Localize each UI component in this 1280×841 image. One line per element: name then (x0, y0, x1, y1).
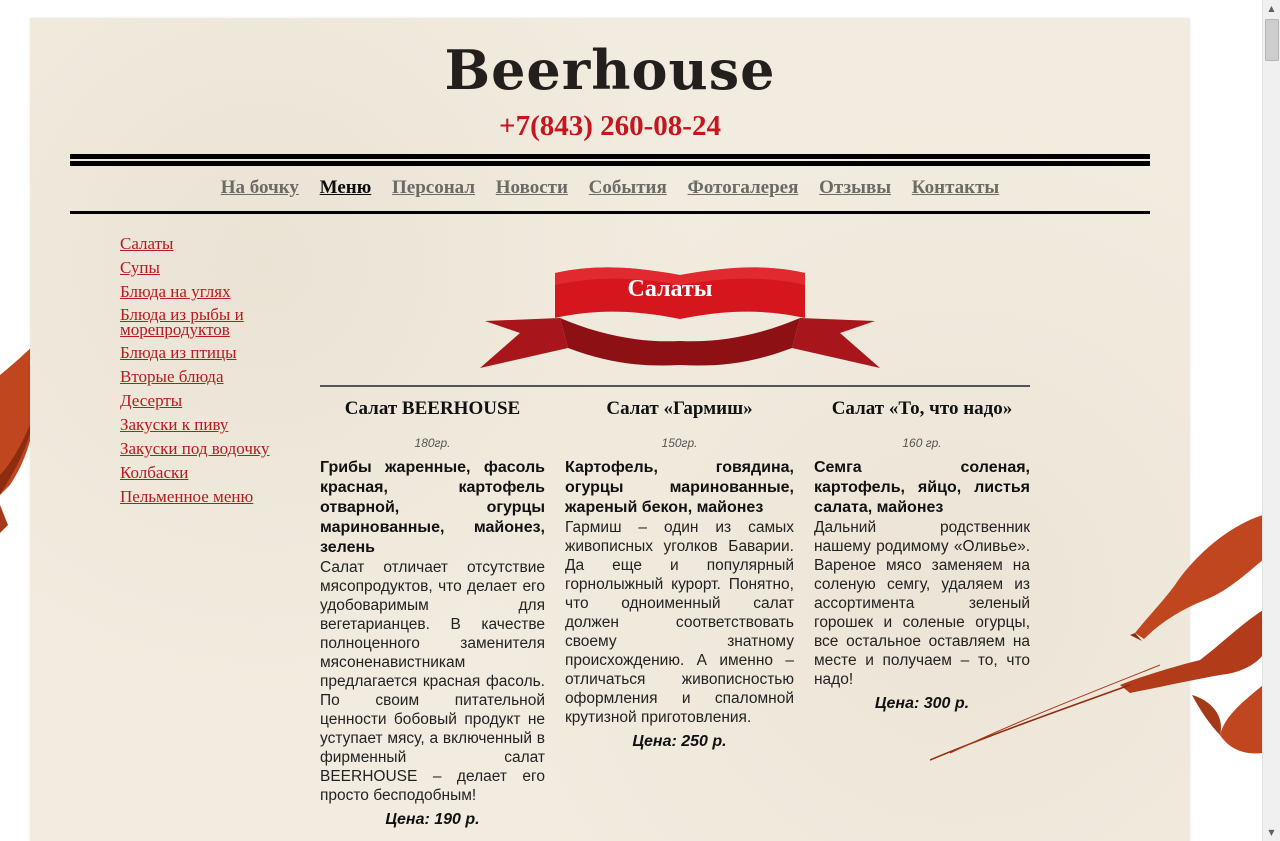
dish-description: Салат отличает отсутствие мясопродуктов, что делает его удобоваримым для вегетарианцев. В качестве полноценного заменителя мясоненавистникам предлагается красная фасоль. По своим питательной ценности бобовый продукт не уступает мясу, а включенный в фирменный салат BEERHOUSE – делает его просто бесподобным! (320, 559, 545, 804)
dish-weight: 160 гр. (902, 436, 942, 450)
scroll-down-icon[interactable]: ▼ (1263, 824, 1280, 841)
dish-description: Гармиш – один из самых живописных уголков Баварии. Да еще и популярный горнолыжный курорт. Понятно, что одноименный салат должен соответствовать своему знатному происхождению. А именно – отличаться живописностью оформления и спаломной крутизной приготовления. (565, 519, 794, 726)
dish-ingredients: Грибы жаренные, фасоль красная, картофель отварной, огурцы маринованные, майонез, зелень (320, 459, 545, 556)
menu-divider (320, 385, 1030, 387)
nav-item-na-bochku[interactable]: На бочку (220, 177, 299, 198)
sidebar-item-desserts[interactable]: Десерты (120, 391, 183, 410)
sidebar-item-sausages[interactable]: Колбаски (120, 463, 189, 482)
header-divider-top (70, 154, 1150, 159)
dish-ingredients: Семга соленая, картофель, яйцо, листья салата, майонез (814, 459, 1030, 516)
dish-name: Салат «То, что надо» (831, 398, 1013, 419)
dish-description: Дальний родственник нашему родимому «Оливье». Вареное мясо заменяем на соленую семгу, удаляем из ассортимента зеленый горошек и соленые огурцы, все остальное оставляем на месте и получаем – то, что надо! (814, 519, 1030, 688)
nav-item-contacts[interactable]: Контакты (911, 177, 1000, 198)
site-logo[interactable]: Beerhouse (444, 38, 776, 102)
dish-card (565, 398, 794, 751)
scrollbar-thumb[interactable] (1265, 19, 1279, 61)
dish-price: Цена: 190 р. (385, 811, 480, 828)
sidebar-item-salads[interactable]: Салаты (120, 234, 174, 253)
vertical-scrollbar[interactable] (1262, 0, 1280, 841)
sidebar-item-poultry[interactable]: Блюда из птицы (120, 343, 237, 362)
nav-item-reviews[interactable]: Отзывы (819, 177, 892, 198)
nav-item-events[interactable]: События (588, 177, 667, 198)
header-divider-top-second (70, 161, 1150, 166)
dish-weight: 180гр. (414, 436, 451, 450)
dish-name: Салат «Гармиш» (606, 398, 753, 419)
dish-card (320, 398, 545, 829)
sidebar-item-fish-seafood[interactable]: Блюда из рыбы и морепродуктов (120, 305, 244, 339)
sidebar-item-soups[interactable]: Супы (120, 258, 160, 277)
dish-ingredients: Картофель, говядина, огурцы маринованные, жареный бекон, майонез (565, 459, 794, 516)
dish-price: Цена: 250 р. (632, 733, 727, 750)
scroll-up-icon[interactable]: ▲ (1263, 0, 1280, 17)
sidebar-item-grill[interactable]: Блюда на углях (120, 282, 231, 301)
sidebar-item-vodka-snacks[interactable]: Закуски под водочку (120, 439, 270, 458)
category-sidebar (120, 235, 300, 512)
nav-item-personal[interactable]: Персонал (392, 177, 476, 198)
dish-name: Салат BEERHOUSE (344, 398, 521, 419)
sidebar-item-pelmeni[interactable]: Пельменное меню (120, 487, 254, 506)
nav-divider-bottom (70, 211, 1150, 214)
sidebar-item-beer-snacks[interactable]: Закуски к пиву (120, 415, 229, 434)
section-title: Салаты (627, 276, 713, 302)
dish-weight: 150гр. (661, 436, 698, 450)
sidebar-item-main-courses[interactable]: Вторые блюда (120, 367, 224, 386)
main-nav (70, 177, 1150, 199)
nav-item-photogallery[interactable]: Фотогалерея (687, 177, 799, 198)
nav-item-news[interactable]: Новости (495, 177, 568, 198)
crayfish-right-decoration (930, 515, 1263, 765)
nav-item-menu[interactable]: Меню (319, 177, 372, 198)
phone-number: +7(843) 260-08-24 (499, 110, 721, 142)
dish-price: Цена: 300 р. (874, 695, 970, 712)
